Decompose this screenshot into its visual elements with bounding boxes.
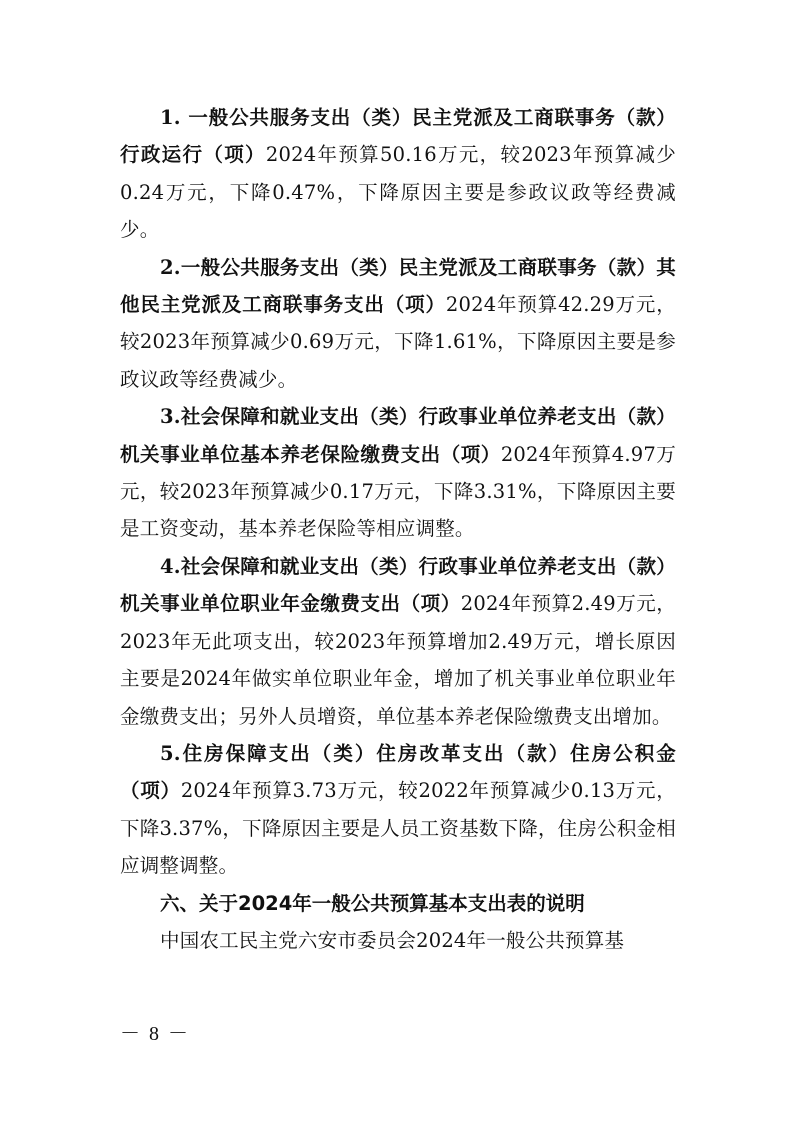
paragraph-3 (120, 398, 676, 548)
paragraph-4 (120, 548, 676, 735)
paragraph-2-body: 2024年预算42.29万元，较2023年预算减少0.69万元，下降1.61%，下降原因主要是参政议政等经费减少。 (120, 293, 676, 391)
closing-paragraph: 中国农工民主党六安市委员会2024年一般公共预算基 (160, 928, 625, 952)
paragraph-5 (120, 735, 676, 885)
paragraph-3-lead: 3.社会保障和就业支出（类）行政事业单位养老支出（款）机关事业单位基本养老保险缴费支出（项） (120, 405, 676, 466)
section-heading: 六、关于2024年一般公共预算基本支出表的说明 (160, 891, 585, 915)
document-body (120, 99, 676, 959)
paragraph-2 (120, 249, 676, 399)
paragraph-5-body: 2024年预算3.73万元，较2022年预算减少0.13万元，下降3.37%，下降原因主要是人员工资基数下降，住房公积金相应调整调整。 (120, 779, 676, 878)
paragraph-3-body: 2024年预算4.97万元，较2023年预算减少0.17万元，下降3.31%，下降原因主要是工资变动，基本养老保险等相应调整。 (120, 442, 676, 541)
paragraph-5-lead: 5.住房保障支出（类）住房改革支出（款）住房公积金（项） (120, 741, 676, 803)
paragraph-1-body: 2024年预算50.16万元，较2023年预算减少0.24万元，下降0.47%，下降原因主要是参政议政等经费减少。 (120, 143, 676, 242)
paragraph-1 (120, 99, 676, 249)
paragraph-4-lead: 4.社会保障和就业支出（类）行政事业单位养老支出（款）机关事业单位职业年金缴费支出（项） (120, 554, 676, 616)
paragraph-4-body: 2024年预算2.49万元，2023年无此项支出，较2023年预算增加2.49万元，增长原因主要是2024年做实单位职业年金，增加了机关事业单位职业年金缴费支出；另外人员增资，单位基本养老保险缴费支出增加。 (120, 592, 676, 728)
paragraph-1-lead: 1. 一般公共服务支出（类）民主党派及工商联事务（款）行政运行（项） (120, 106, 676, 167)
page-number: － 8 － (120, 1023, 190, 1045)
paragraph-2-lead: 2.一般公共服务支出（类）民主党派及工商联事务（款）其他民主党派及工商联事务支出（项） (120, 255, 676, 317)
